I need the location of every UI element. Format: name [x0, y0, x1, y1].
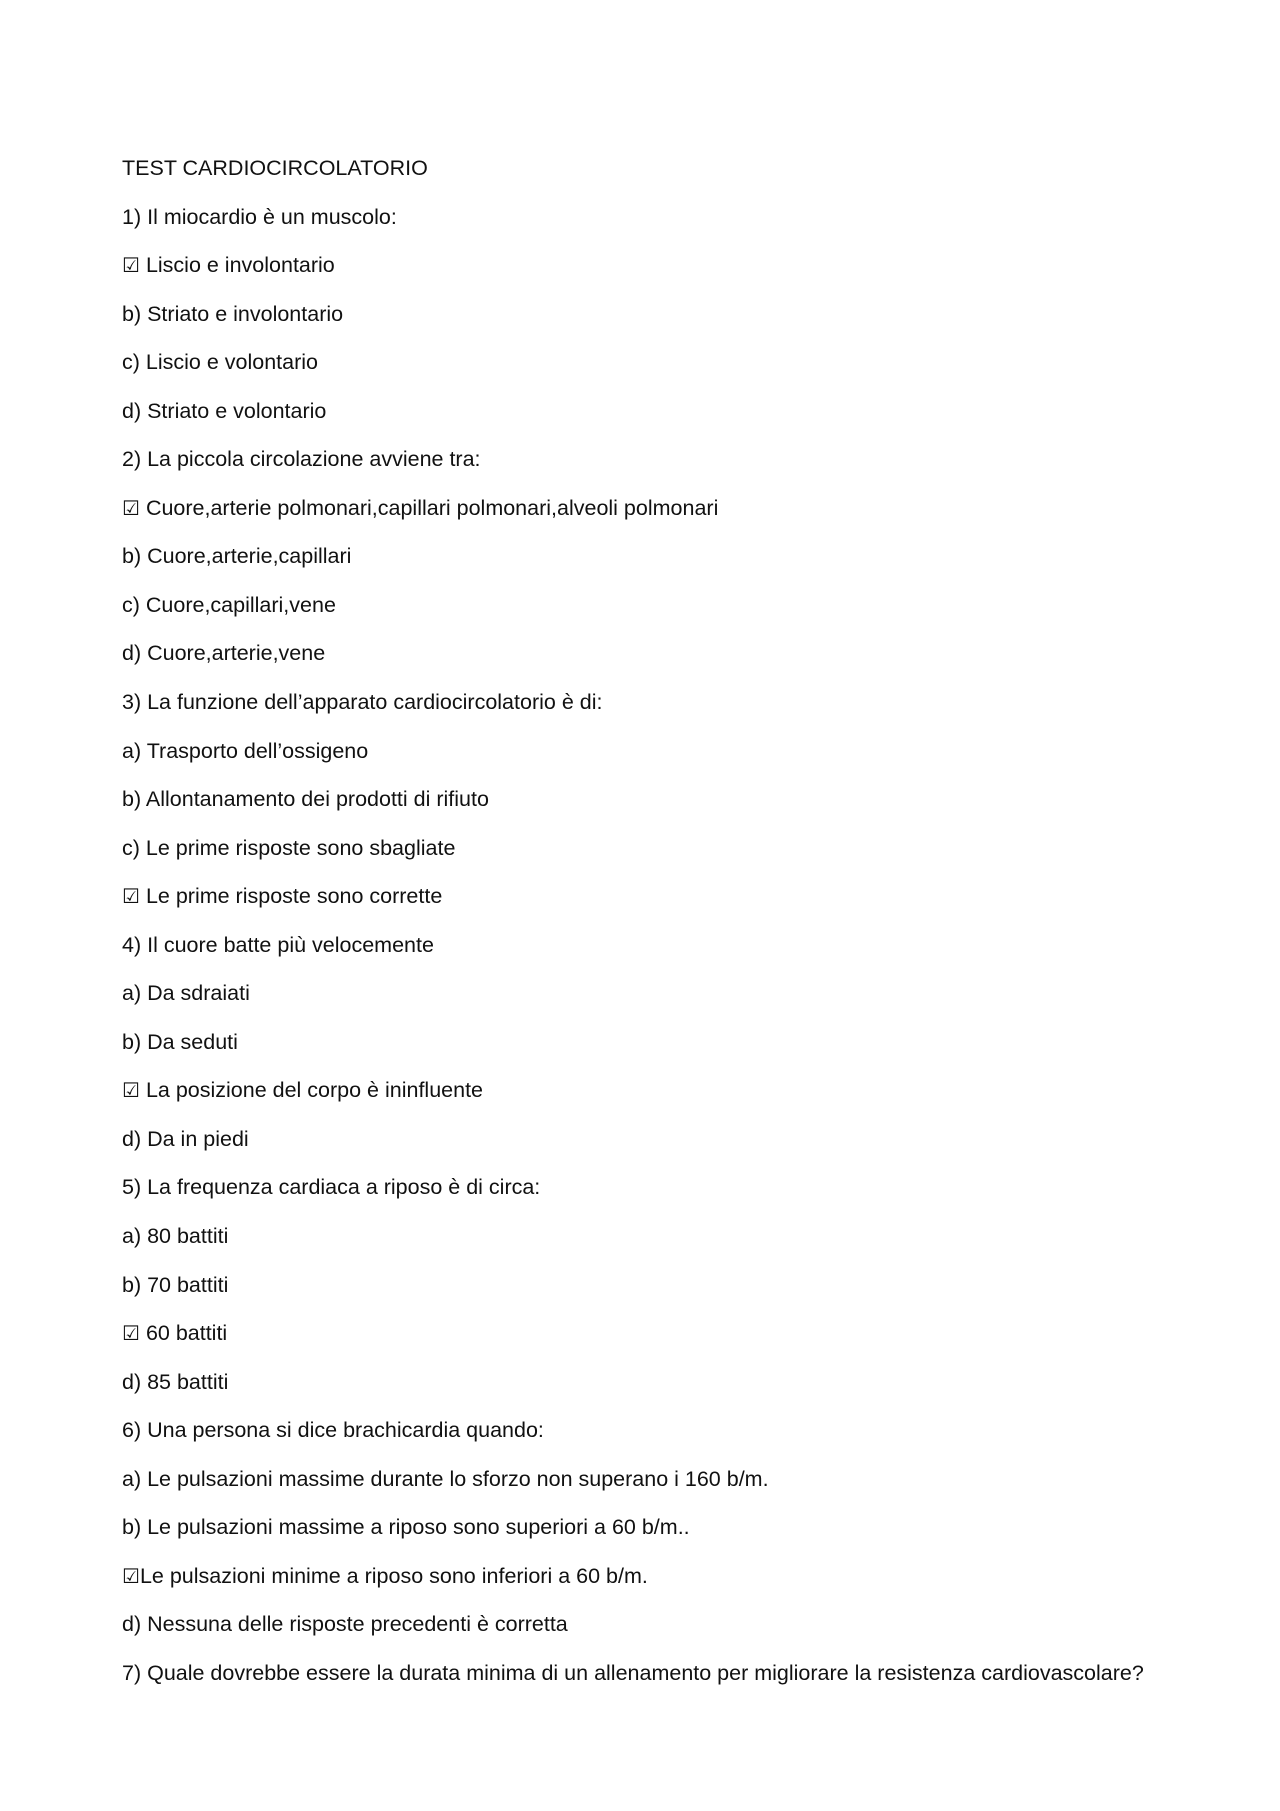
option-2c: c) Cuore,capillari,vene — [122, 592, 336, 617]
option-2b: b) Cuore,arterie,capillari — [122, 544, 352, 569]
question-5: 5) La frequenza cardiaca a riposo è di circa: — [122, 1175, 541, 1200]
option-4c-checked — [122, 1078, 1222, 1127]
option-4d: d) Da in piedi — [122, 1126, 249, 1151]
option-text: Le pulsazioni minime a riposo sono inferiori a 60 b/m. — [139, 1563, 648, 1588]
document-title: TEST CARDIOCIRCOLATORIO — [122, 156, 428, 180]
option-6c-checked — [122, 1564, 1222, 1613]
option-text: Cuore,arterie polmonari,capillari polmonari,alveoli polmonari — [145, 495, 719, 520]
checked-box-icon: ☑ — [122, 1078, 140, 1103]
option-5b: b) 70 battiti — [122, 1272, 229, 1297]
option-2d: d) Cuore,arterie,vene — [122, 641, 326, 666]
option-1c: c) Liscio e volontario — [122, 350, 318, 375]
option-text: Le prime risposte sono corrette — [145, 884, 443, 909]
question-2: 2) La piccola circolazione avviene tra: — [122, 447, 481, 472]
option-text: Liscio e involontario — [145, 253, 335, 278]
option-1d: d) Striato e volontario — [122, 398, 327, 423]
option-4a: a) Da sdraiati — [122, 981, 250, 1006]
option-text: 60 battiti — [145, 1321, 228, 1346]
question-6: 6) Una persona si dice brachicardia quando: — [122, 1418, 544, 1443]
option-6b: b) Le pulsazioni massime a riposo sono superiori a 60 b/m.. — [122, 1515, 690, 1540]
checked-box-icon: ☑ — [122, 1321, 140, 1346]
option-3a: a) Trasporto dell’ossigeno — [122, 738, 369, 763]
checked-box-icon: ☑ — [122, 495, 140, 520]
option-3b: b) Allontanamento dei prodotti di rifiuto — [122, 787, 489, 812]
question-4: 4) Il cuore batte più velocemente — [122, 932, 434, 957]
option-1a-checked — [122, 253, 1222, 302]
checked-box-icon: ☑ — [122, 1563, 140, 1588]
document-body — [122, 156, 1222, 1710]
question-3: 3) La funzione dell’apparato cardiocircolatorio è di: — [122, 690, 603, 715]
option-6d: d) Nessuna delle risposte precedenti è corretta — [122, 1612, 568, 1637]
option-3c: c) Le prime risposte sono sbagliate — [122, 835, 456, 860]
option-2a-checked — [122, 496, 1222, 545]
option-5d: d) 85 battiti — [122, 1369, 229, 1394]
question-1: 1) Il miocardio è un muscolo: — [122, 204, 397, 229]
option-text: La posizione del corpo è ininfluente — [145, 1078, 484, 1103]
checked-box-icon: ☑ — [122, 253, 140, 278]
option-6a: a) Le pulsazioni massime durante lo sforzo non superano i 160 b/m. — [122, 1466, 769, 1491]
option-5c-checked — [122, 1321, 1222, 1370]
checked-box-icon: ☑ — [122, 884, 140, 909]
option-1b: b) Striato e involontario — [122, 301, 344, 326]
option-4b: b) Da seduti — [122, 1029, 238, 1054]
option-3d-checked — [122, 884, 1222, 933]
question-7: 7) Quale dovrebbe essere la durata minima di un allenamento per migliorare la resistenza cardiovascolare? — [122, 1660, 1144, 1685]
option-5a: a) 80 battiti — [122, 1224, 229, 1249]
